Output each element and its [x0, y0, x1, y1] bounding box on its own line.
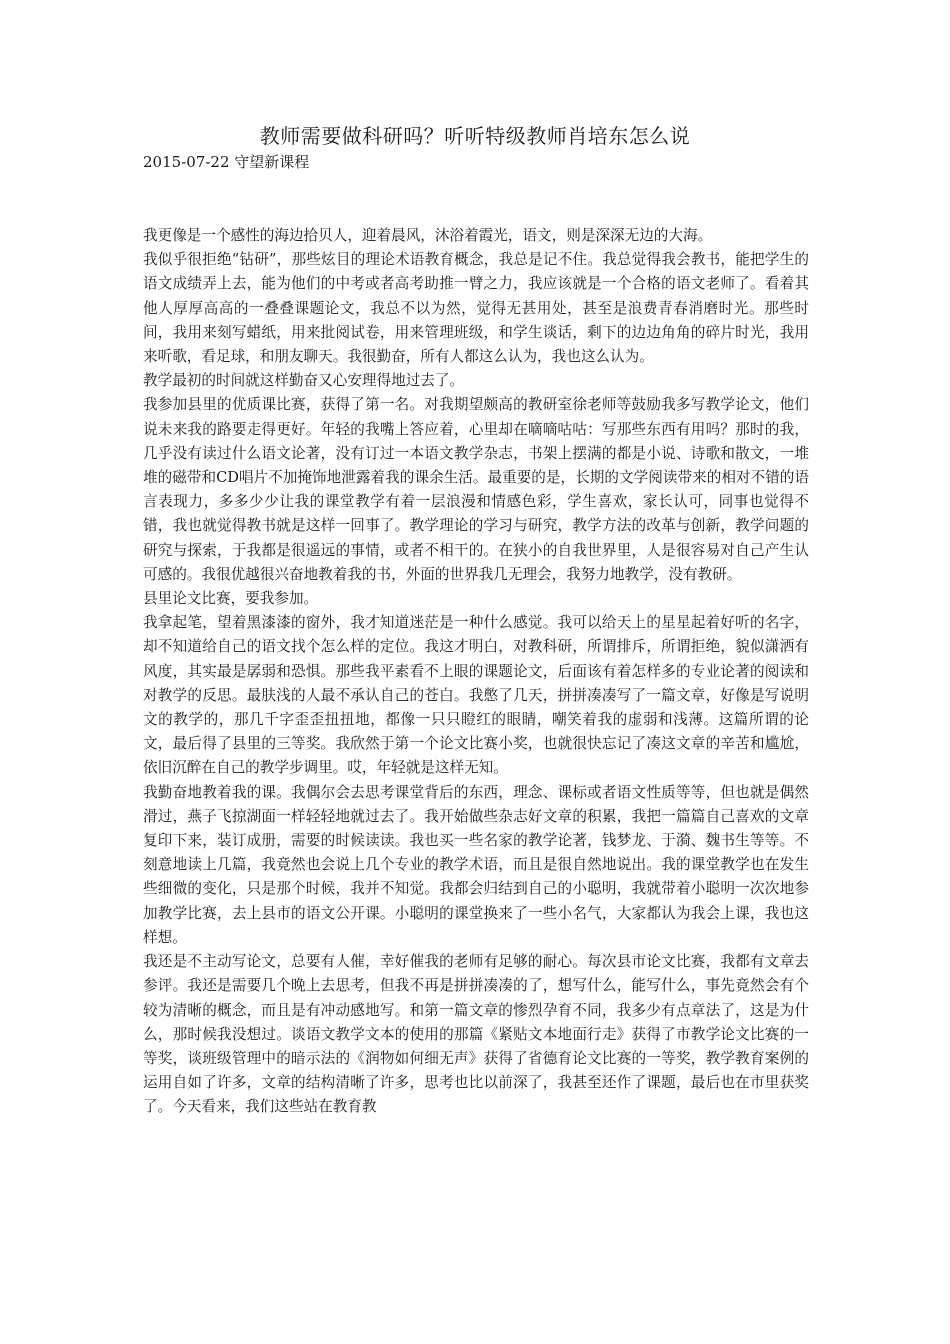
article-title: 教师需要做科研吗？听听特级教师肖培东怎么说 [259, 124, 691, 148]
paragraph: 我还是不主动写论文，总要有人催，幸好催我的老师有足够的耐心。每次县市论文比赛，我都有文章去参评。我还是需要几个晚上去思考，但我不再是拼拼凑凑的了，想写什么，能写什么，事先竟然会有个较为清晰的概念，而且是有冲动感地写。和第一篇文章的惨烈孕育不同，我多少有点章法了，这是为什么，那时候我没想过。谈语文教学文本的使用的那篇《紧贴文本地面行走》获得了市教学论文比赛的一等奖，谈班级管理中的暗示法的《润物如何细无声》获得了省德育论文比赛的一等奖，教学教育案例的运用自如了许多，文章的结构清晰了许多，思考也比以前深了，我甚至还作了课题，最后也在市里获奖了。今天看来，我们这些站在教育教 [143, 953, 809, 1116]
paragraph: 我勤奋地教着我的课。我偶尔会去思考课堂背后的东西，理念、课标或者语文性质等等，但也就是偶然滑过，燕子飞掠湖面一样轻轻地就过去了。我开始做些杂志好文章的积累，我把一篇篇自己喜欢的文章复印下来，装订成册，需要的时候读读。我也买一些名家的教学论著，钱梦龙、于漪、魏书生等等。不刻意地读上几篇，我竟然也会说上几个专业的教学术语，而且是很自然地说出。我的课堂教学也在发生些细微的变化，只是那个时候，我并不知觉。我都会归结到自己的小聪明，我就带着小聪明一次次地参加教学比赛，去上县市的语文公开课。小聪明的课堂换来了一些小名气，大家都认为我会上课，我也这样想。 [143, 783, 809, 946]
paragraph: 我似乎很拒绝“钻研”，那些炫目的理论术语教育概念，我总是记不住。我总觉得我会教书，能把学生的语文成绩弄上去，能为他们的中考或者高考助推一臂之力，我应该就是一个合格的语文老师了。看着其他人厚厚高高的一叠叠课题论文，我总不以为然，觉得无甚用处，甚至是浪费青春消磨时光。那些时间，我用来刻写蜡纸，用来批阅试卷，用来管理班级，和学生谈话，剩下的边边角角的碎片时光，我用来听歌，看足球，和朋友聊天。我很勤奋，所有人都这么认为，我也这么认为。 [143, 251, 809, 366]
paragraph: 我拿起笔，望着黑漆漆的窗外，我才知道迷茫是一种什么感觉。我可以给天上的星星起着好听的名字，却不知道给自己的语文找个怎么样的定位。我这才明白，对教科研，所谓排斥，所谓拒绝，貌似潇洒有风度，其实最是孱弱和恐惧。那些我平素看不上眼的课题论文，后面该有着怎样多的专业论著的阅读和对教学的反思。最肤浅的人最不承认自己的苍白。我憋了几天，拼拼凑凑写了一篇文章，好像是写说明文的教学的，那几千字歪歪扭扭地，都像一只只瞪红的眼睛，嘲笑着我的虚弱和浅薄。这篇所谓的论文，最后得了县里的三等奖。我欣然于第一个论文比赛小奖，也就很快忘记了凑这文章的辛苦和尴尬，依旧沉醉在自己的教学步调里。哎，年轻就是这样无知。 [143, 614, 809, 777]
paragraph: 我参加县里的优质课比赛，获得了第一名。对我期望颇高的教研室徐老师等鼓励我多写教学论文，他们说未来我的路要走得更好。年轻的我嘴上答应着，心里却在嘀嘀咕咕：写那些东西有用吗？那时的我，几乎没有读过什么语文论著，没有订过一本语文教学杂志，书架上摆满的都是小说、诗歌和散文，一堆堆的磁带和CD唱片不加掩饰地泄露着我的课余生活。最重要的是，长期的文学阅读带来的相对不错的语言表现力，多多少少让我的课堂教学有着一层浪漫和情感色彩，学生喜欢，家长认可，同事也觉得不错，我也就觉得教书就是这样一回事了。教学理论的学习与研究，教学方法的改革与创新，教学问题的研究与探索，于我都是很遥远的事情，或者不相干的。在狭小的自我世界里，人是很容易对自己产生认可感的。我很优越很兴奋地教着我的书，外面的世界我几无理会，我努力地教学，没有教研。 [143, 396, 809, 583]
paragraph: 教学最初的时间就这样勤奋又心安理得地过去了。 [143, 372, 465, 390]
paragraph: 我更像是一个感性的海边拾贝人，迎着晨风，沐浴着霞光，语文，则是深深无边的大海。 [143, 227, 713, 244]
paragraph: 县里论文比赛，要我参加。 [143, 590, 319, 608]
article-body [143, 224, 809, 1120]
article-date-source: 2015-07-22 守望新课程 [143, 153, 310, 171]
